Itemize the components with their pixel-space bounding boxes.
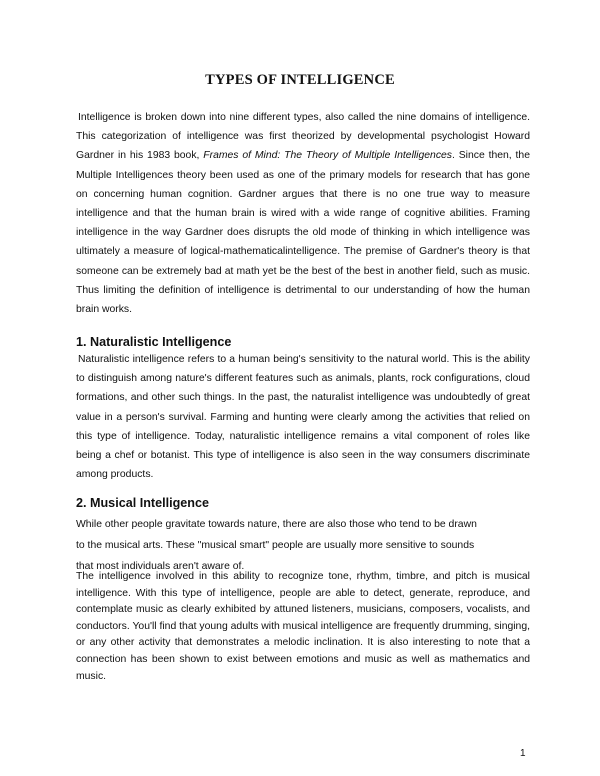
naturalistic-paragraph: Naturalistic intelligence refers to a human being's sensitivity to the natural world. This is the ability to distinguish among nature's different features such as animals, plants, rock configurations, cloud formations, and other such things. In the past, the naturalist intelligence was undoubtedly of great value in a person's survival. Farming and hunting were clearly among the activities that relied on this type of intelligence. Today, naturalistic intelligence remains a vital component of roles like being a chef or botanist. This type of intelligence is also seen in the way consumers discriminate among products. — [76, 354, 530, 481]
musical-line-2: to the musical arts. These "musical smart" people are usually more sensitive to sounds — [76, 540, 475, 551]
book-title: Frames of Mind: The Theory of Multiple Intelligences — [203, 150, 452, 162]
section-heading-musical: 2. Musical Intelligence — [76, 496, 209, 510]
intro-text-part1: Intelligence is broken down into nine different types, also called the nine domains of intelligence. This categorization of intelligence was first theorized by developmental psychologist Howard Gardner in his 1983 book, — [76, 112, 530, 162]
musical-line-1: While other people gravitate towards nature, there are also those who tend to be drawn — [76, 519, 477, 530]
document-title: TYPES OF INTELLIGENCE — [205, 72, 395, 88]
musical-intro-lines — [76, 514, 546, 577]
intro-paragraph — [76, 108, 530, 319]
musical-line-3: that most individuals aren't aware of. — [76, 561, 245, 572]
section-heading-naturalistic: 1. Naturalistic Intelligence — [76, 335, 232, 349]
intro-text-part2: . Since then, the Multiple Intelligences theory been used as one of the primary models for research that has gone on concerning human cognition. Gardner argues that there is no one true way to measure intelligence and that the human brain is wired with a wide range of cognitive abilities. Framing intelligence in the way Gardner does disrupts the old mode of thinking in which intelligence was ultimately a measure of logical-mathematicalintelligence. The premise of Gardner's theory is that someone can be extremely bad at math yet be the best of the best in another field, such as music. Thus limiting the definition of intelligence is detrimental to our understanding of how the human brain works. — [76, 150, 530, 316]
musical-paragraph: The intelligence involved in this ability to recognize tone, rhythm, timbre, and pitch is musical intelligence. With this type of intelligence, people are able to detect, generate, reproduce, and contemplate music as clearly exhibited by attuned listeners, musicians, composers, vocalists, and conductors. You'll find that young adults with musical intelligence are frequently drumming, singing, or any other activity that demonstrates a melodic inclination. It is also interesting to note that a connection has been shown to exist between emotions and music as well as mathematics and music. — [76, 571, 530, 682]
page-number: 1 — [520, 748, 526, 759]
